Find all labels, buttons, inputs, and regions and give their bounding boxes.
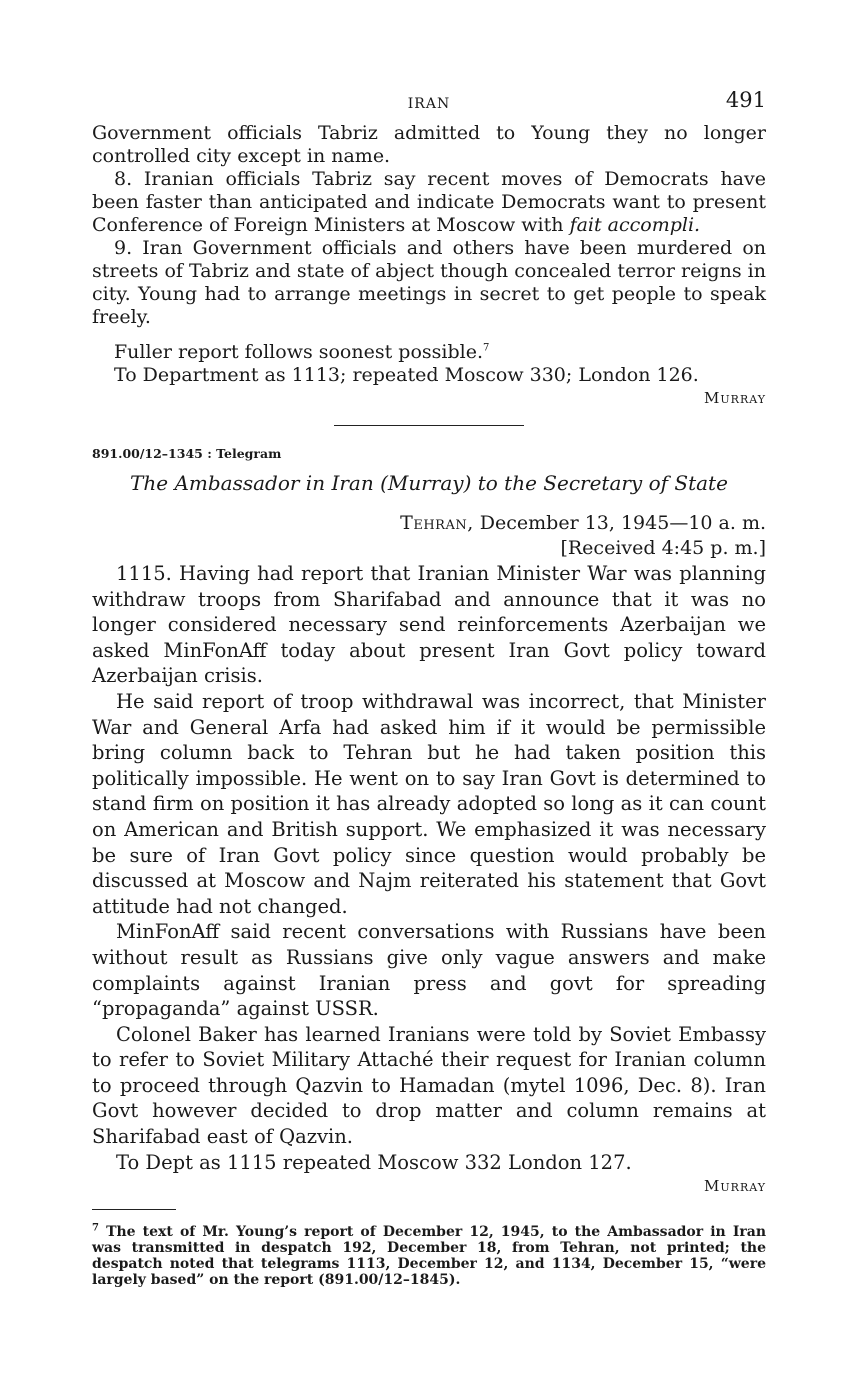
paragraph-colonel-baker: Colonel Baker has learned Iranians were told by Soviet Embassy to refer to Soviet Military Attaché their request for Iranian column to proceed through Qazvin to Hamadan (mytel 1096, Dec. 8). Iran Govt however decided to drop matter and column remains at Sharifabad east of Qazvin. bbox=[92, 1022, 766, 1149]
dateline-date: December 13, 1945—10 a. m. bbox=[479, 512, 766, 534]
routing-line-2: To Dept as 1115 repeated Moscow 332 London 127. bbox=[116, 1150, 632, 1174]
document-id: 891.00/12–1345 : Telegram bbox=[92, 446, 282, 461]
section-divider bbox=[334, 425, 524, 426]
signature: Murray bbox=[704, 389, 766, 407]
paragraph-8-italic: fait accompli. bbox=[569, 214, 701, 236]
footnote bbox=[92, 1224, 766, 1288]
paragraph-8-text: 8. Iranian officials Tabriz say recent moves of Democrats have been faster than anticipated and indicate Democrats want to present Conference of Foreign Ministers at Moscow with bbox=[92, 168, 766, 236]
fuller-report-text: Fuller report follows soonest possible. bbox=[114, 341, 483, 363]
document-title: The Ambassador in Iran (Murray) to the Secretary of State bbox=[130, 471, 728, 495]
paragraph-8 bbox=[92, 168, 766, 237]
telegram-document bbox=[92, 446, 766, 1195]
previous-telegram-ending bbox=[92, 122, 766, 407]
footnote-reference: 7 bbox=[482, 342, 490, 354]
dateline-place: Tehran, bbox=[400, 512, 474, 534]
signature-2: Murray bbox=[704, 1177, 766, 1196]
routing-line: To Department as 1113; repeated Moscow 330; London 126. bbox=[114, 364, 699, 386]
page bbox=[92, 88, 766, 1288]
received-line: [Received 4:45 p. m.] bbox=[560, 537, 766, 559]
footnote-mark: 7 bbox=[92, 1222, 99, 1234]
footnote-text: The text of Mr. Young’s report of December 12, 1945, to the Ambassador in Iran was transmitted in despatch 192, December 18, from Tehran, not printed; the despatch noted that telegrams 1113, December 12, and 1134, December 15, “were largely based” on the report (891.00/12–1845). bbox=[92, 1224, 766, 1289]
paragraph-minister-statement: He said report of troop withdrawal was incorrect, that Minister War and General Arfa had asked him if it would be permissible bring column back to Tehran but he had taken position this politically impossible. He went on to say Iran Govt is determined to stand firm on position it has already adopted so long as it can count on American and British support. We emphasized it was necessary be sure of Iran Govt policy since question would probably be discussed at Moscow and Najm reiterated his statement that Govt attitude had not changed. bbox=[92, 689, 766, 918]
paragraph-continuation: Government officials Tabriz admitted to Young they no longer controlled city except in name. bbox=[92, 122, 766, 167]
page-header bbox=[92, 88, 766, 122]
dateline bbox=[92, 511, 766, 536]
paragraph-9: 9. Iran Government officials and others have been murdered on streets of Tabriz and state of abject though concealed terror reigns in city. Young had to arrange meetings in secret to get people to speak freely. bbox=[92, 237, 766, 328]
footnote-divider bbox=[92, 1209, 176, 1210]
fuller-report-line bbox=[92, 341, 766, 364]
page-number: 491 bbox=[725, 88, 766, 112]
running-head: IRAN bbox=[407, 96, 451, 112]
paragraph-1115: 1115. Having had report that Iranian Minister War was planning withdraw troops from Sharifabad and announce that it was no longer considered necessary send reinforcements Azerbaijan we asked MinFonAff today about present Iran Govt policy toward Azerbaijan crisis. bbox=[92, 562, 766, 688]
paragraph-russian-conversations: MinFonAff said recent conversations with Russians have been without result as Russians give only vague answers and make complaints against Iranian press and govt for spreading “propaganda” against USSR. bbox=[92, 920, 766, 1021]
